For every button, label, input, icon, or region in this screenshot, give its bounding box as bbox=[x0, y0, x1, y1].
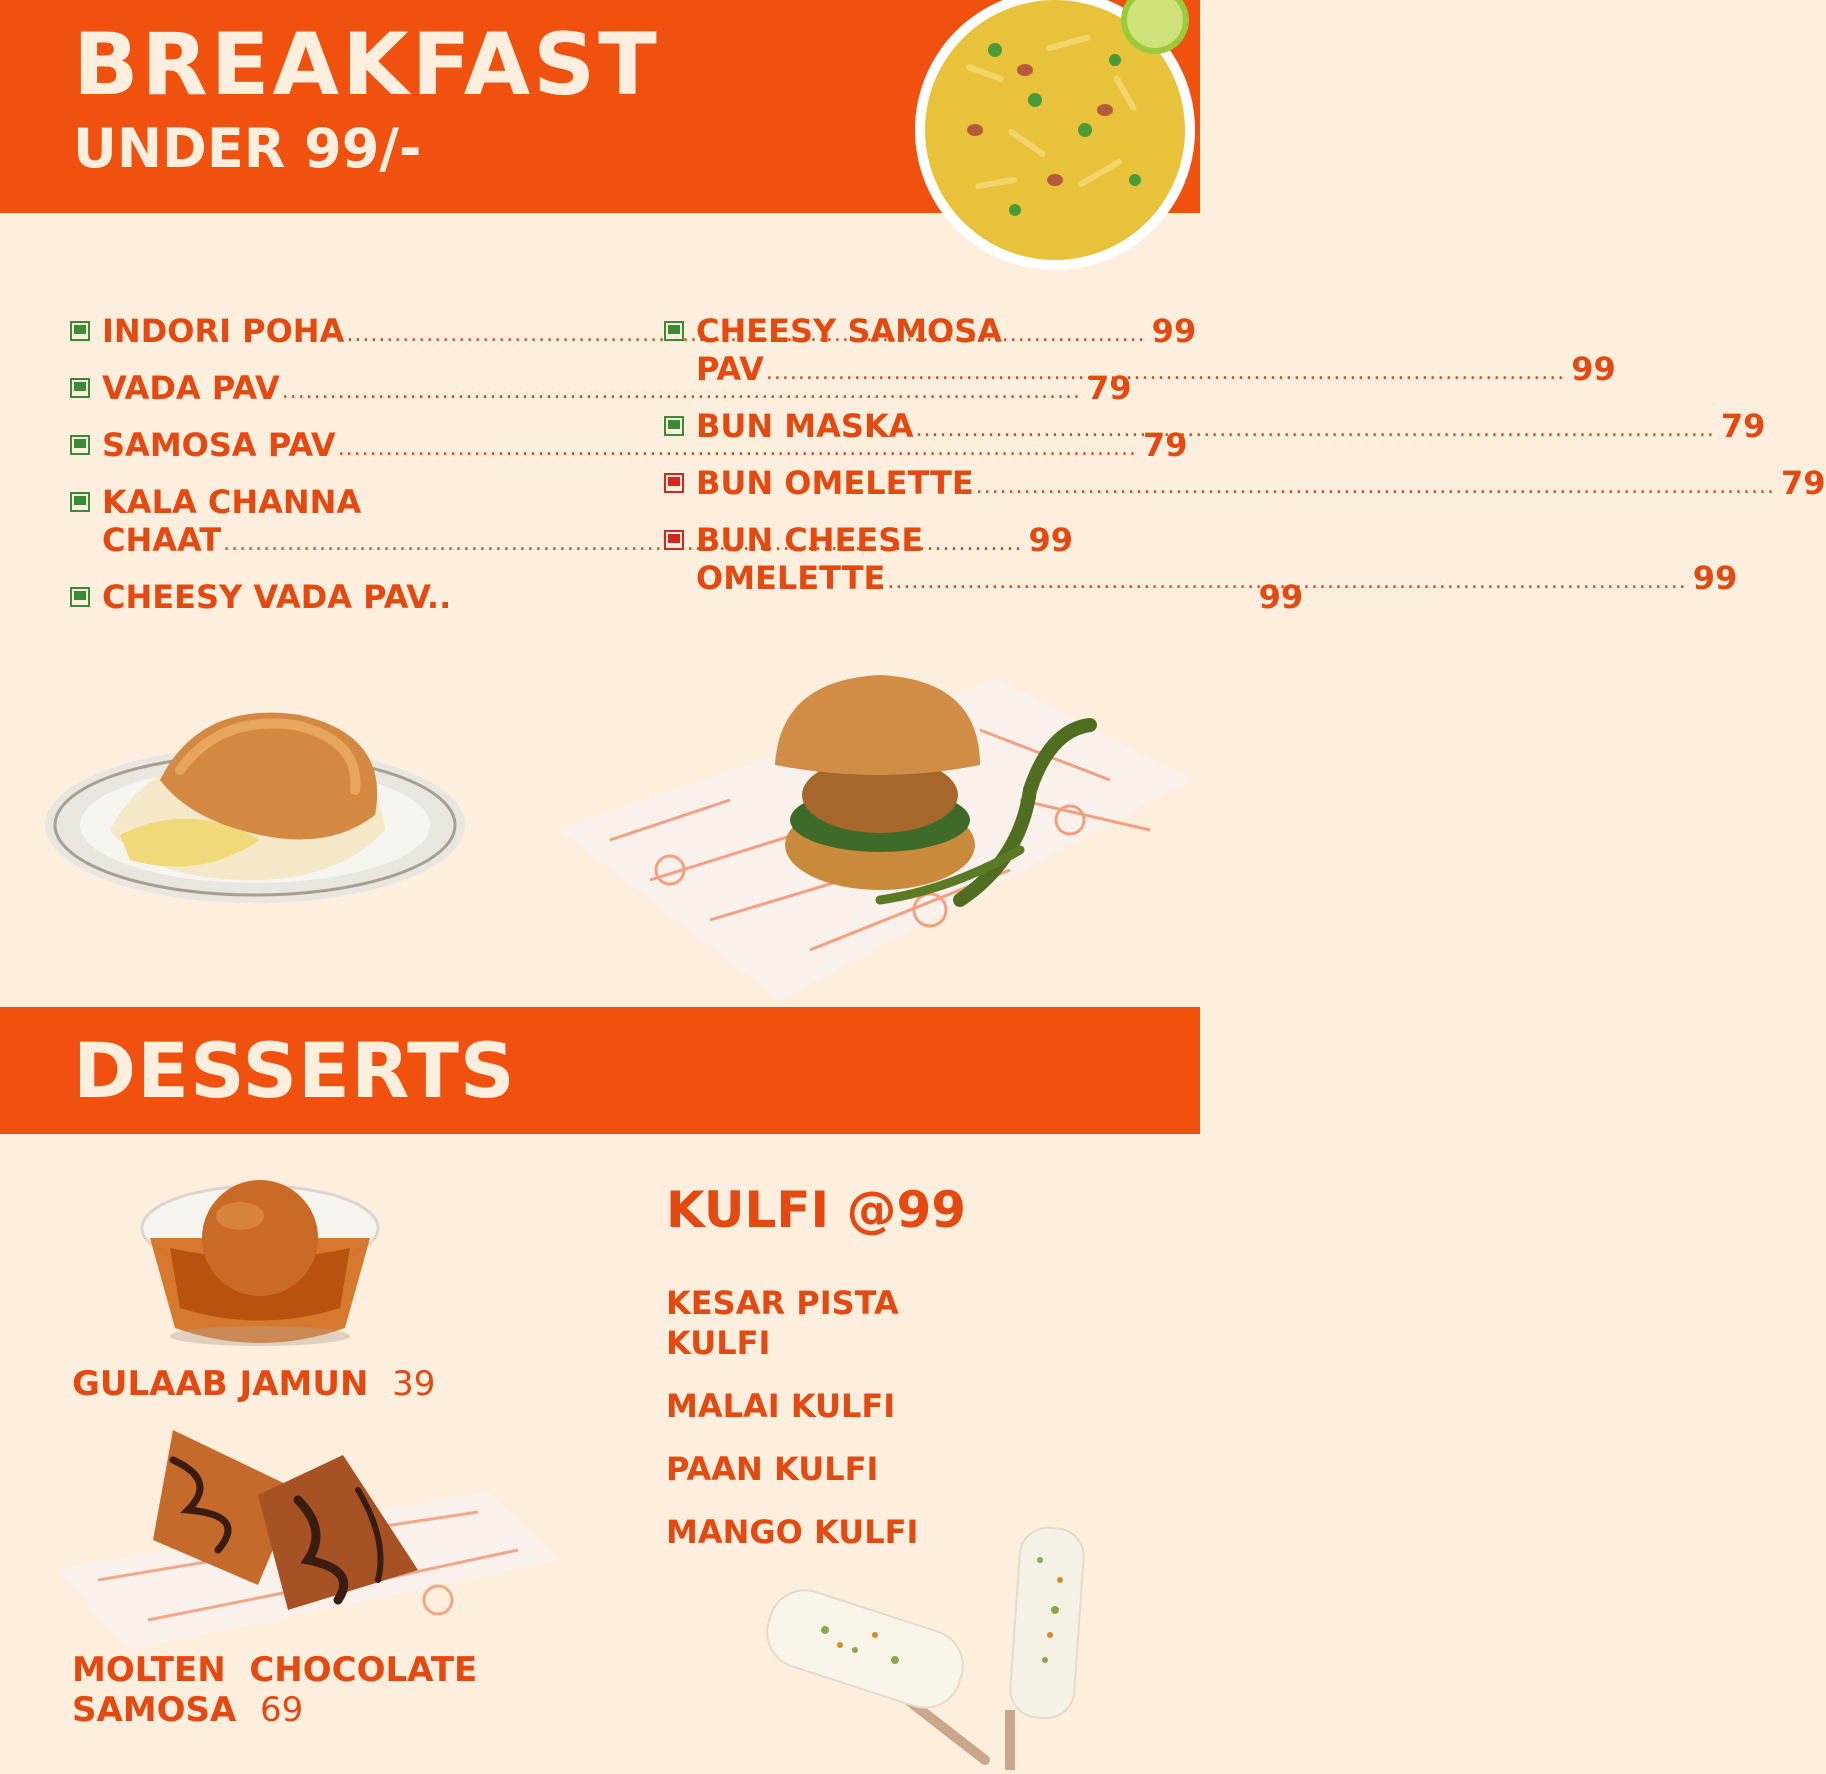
breakfast-menu-right bbox=[664, 312, 1826, 616]
bun-maska-image bbox=[40, 690, 480, 930]
kulfi-item bbox=[666, 1283, 986, 1323]
item-price: 99 bbox=[1692, 559, 1738, 597]
kulfi-item-name: KULFI bbox=[666, 1324, 771, 1362]
veg-mark-icon bbox=[70, 378, 90, 398]
kulfi-title: KULFI @99 bbox=[666, 1181, 967, 1239]
item-price: 79 bbox=[1781, 464, 1826, 502]
item-name-line2: CHAAT bbox=[102, 521, 222, 559]
item-name: MOLTEN CHOCOLATE bbox=[72, 1650, 478, 1690]
veg-mark-icon bbox=[70, 492, 90, 512]
item-name-line2: OMELETTE bbox=[696, 559, 886, 597]
nonveg-mark-icon bbox=[664, 473, 684, 493]
kulfi-item bbox=[666, 1386, 986, 1426]
gulab-jamun-item bbox=[72, 1364, 435, 1404]
veg-mark-icon bbox=[70, 321, 90, 341]
kulfi-item-name: PAAN KULFI bbox=[666, 1450, 879, 1488]
item-name: INDORI POHA bbox=[102, 312, 345, 350]
item-price: 79 bbox=[1143, 426, 1188, 464]
nonveg-mark-icon bbox=[664, 530, 684, 550]
menu-item bbox=[664, 312, 1616, 388]
kulfi-item-name: MANGO KULFI bbox=[666, 1513, 919, 1551]
item-name: VADA PAV bbox=[102, 369, 280, 407]
vada-pav-image bbox=[550, 670, 1200, 1010]
desserts-title: DESSERTS bbox=[73, 1026, 516, 1115]
item-price: 99 bbox=[1258, 578, 1304, 616]
item-name-line2: PAV bbox=[696, 350, 764, 388]
molten-chocolate-samosa-item bbox=[72, 1650, 477, 1730]
item-name: GULAAB JAMUN bbox=[72, 1364, 369, 1404]
menu-item bbox=[664, 464, 1826, 502]
item-name: BUN CHEESE bbox=[696, 521, 924, 559]
kulfi-item bbox=[666, 1449, 986, 1489]
dot-leader bbox=[916, 415, 1715, 445]
item-name: SAMOSA PAV bbox=[102, 426, 336, 464]
poha-bowl-image bbox=[905, 0, 1205, 280]
menu-item bbox=[70, 369, 1132, 407]
veg-mark-icon bbox=[70, 587, 90, 607]
gulab-jamun-image bbox=[130, 1168, 390, 1358]
item-price: 69 bbox=[260, 1690, 304, 1730]
item-price: 99 bbox=[1028, 521, 1073, 559]
item-name: BUN OMELETTE bbox=[696, 464, 974, 502]
veg-mark-icon bbox=[664, 416, 684, 436]
kulfi-image bbox=[765, 1520, 1125, 1770]
kulfi-item-name: KESAR PISTA bbox=[666, 1284, 899, 1322]
breakfast-subtitle: UNDER 99/- bbox=[73, 117, 422, 180]
item-price: 39 bbox=[392, 1364, 436, 1404]
item-price: 99 bbox=[1571, 350, 1616, 388]
item-price: 99 bbox=[1151, 312, 1197, 350]
kulfi-item bbox=[666, 1323, 986, 1363]
breakfast-title: BREAKFAST bbox=[73, 15, 660, 115]
veg-mark-icon bbox=[664, 321, 684, 341]
menu-item bbox=[664, 521, 1738, 597]
dot-leader bbox=[976, 472, 1775, 502]
dot-leader bbox=[766, 358, 1565, 388]
dot-leader bbox=[887, 567, 1686, 597]
menu-item bbox=[664, 407, 1766, 445]
kulfi-item-name: MALAI KULFI bbox=[666, 1387, 896, 1425]
item-name: KALA CHANNA bbox=[102, 483, 362, 521]
item-name: BUN MASKA bbox=[696, 407, 914, 445]
chocolate-samosa-image bbox=[58, 1420, 558, 1660]
item-price: 79 bbox=[1720, 407, 1766, 445]
item-name-line2: SAMOSA bbox=[72, 1690, 237, 1730]
item-name: CHEESY SAMOSA bbox=[696, 312, 1003, 350]
item-price: 79 bbox=[1087, 369, 1132, 407]
veg-mark-icon bbox=[70, 435, 90, 455]
item-name: CHEESY VADA PAV.. bbox=[102, 578, 452, 616]
